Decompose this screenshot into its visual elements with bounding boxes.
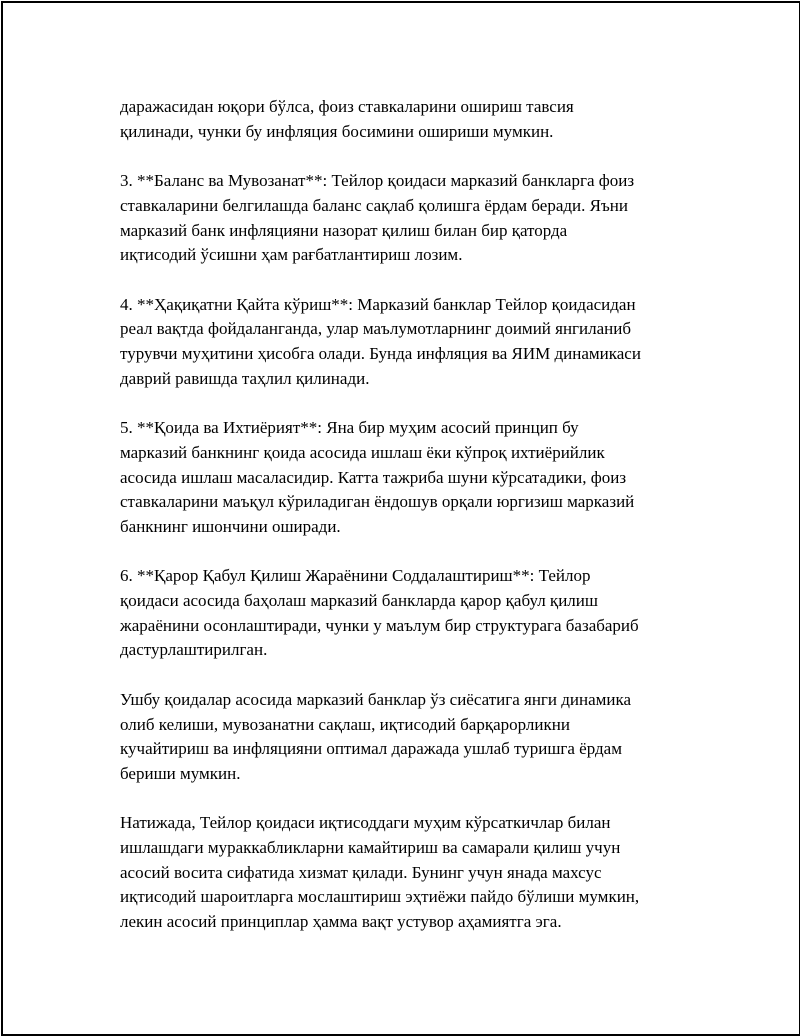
paragraph-conclusion: Натижада, Тейлор қоидаси иқтисоддаги муҳим кўрсаткичлар билан ишлашдаги мураккабликларни камайтириш ва самарали қилиш учун асосий восита сифатида хизмат қилади. Бунинг учун янада махсус иқтисодий шароитларга мослаштириш эҳтиёжи пайдо бўлиши мумкин, лекин асосий принциплар ҳамма вақт устувор аҳамиятга эга. [120,813,640,932]
paragraph-rule-discretion: 5. **Қоида ва Ихтиёрият**: Яна бир муҳим асосий принцип бу марказий банкнинг қоида асосида ишлаш ёки кўпроқ ихтиёрийлик асосида ишлаш масаласидир. Катта тажриба шуни кўрсатадики, фоиз ставкаларини маъқул кўриладиган ёндошув орқали юргизиш марказий банкнинг ишончини оширади. [120,418,635,536]
document-body [120,95,710,960]
paragraph-summary: Ушбу қоидалар асосида марказий банклар ўз сиёсатига янги динамика олиб келиши, мувозанатни сақлаш, иқтисодий барқарорликни кучайтириш ва инфляцияни оптимал даражада ушлаб туришга ёрдам бериши мумкин. [120,689,632,783]
paragraph-continuation: даражасидан юқори бўлса, фоиз ставкаларини ошириш тавсия қилинади, чунки бу инфляция босимини ошириши мумкин. [120,97,574,141]
document-page [1,1,800,1036]
paragraph-reality-review: 4. **Ҳақиқатни Қайта кўриш**: Марказий банклар Тейлор қоидасидан реал вақтда фойдаланганда, улар маълумотларнинг доимий янгиланиб турувчи муҳитини ҳисобга олади. Бунда инфляция ва ЯИМ динамикаси даврий равишда таҳлил қилинади. [120,294,641,388]
paragraph-decision-simplification: 6. **Қарор Қабул Қилиш Жараёнини Соддалаштириш**: Тейлор қоидаси асосида баҳолаш марказий банкларда қарор қабул қилиш жараёнини осонлаштиради, чунки у маълум бир структурага базабариб дастурлаштирилган. [120,566,639,660]
paragraph-balance: 3. **Баланс ва Мувозанат**: Тейлор қоидаси марказий банкларга фоиз ставкаларини белгилашда баланс сақлаб қолишга ёрдам беради. Яъни марказий банк инфляцияни назорат қилиш билан бир қаторда иқтисодий ўсишни ҳам рағбатлантириш лозим. [120,171,635,265]
